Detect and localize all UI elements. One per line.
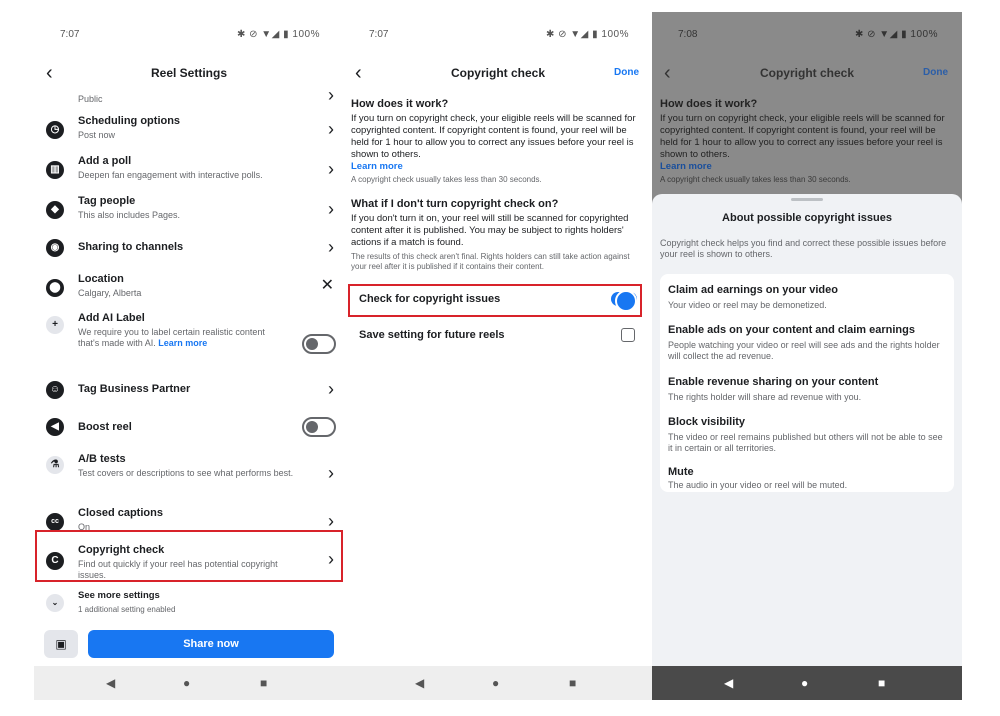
chevron-right-icon: › [328, 511, 334, 531]
settings-item-location[interactable] [34, 270, 344, 308]
settings-item-sub: Find out quickly if your reel has potential copyright issues. [78, 559, 278, 580]
issue-description: The video or reel remains published but others will not be able to see it in certain or all territories. [668, 432, 943, 453]
settings-item-label: Closed captions [78, 507, 163, 519]
settings-item-label: Tag Business Partner [78, 383, 191, 395]
learn-more-link[interactable]: Learn more [660, 161, 712, 172]
settings-item-label: Add a poll [78, 155, 132, 167]
settings-item-label: Copyright check [78, 544, 165, 556]
chevron-right-icon: › [328, 119, 334, 139]
settings-item-business-partner[interactable] [34, 376, 344, 404]
reel-settings-screen [34, 12, 344, 700]
settings-item-label: Tag people [78, 195, 136, 207]
done-button[interactable]: Done [923, 67, 948, 78]
nav-home-icon[interactable]: ● [492, 676, 500, 690]
android-nav-bar [343, 666, 653, 700]
settings-item-tag-people[interactable] [34, 192, 344, 230]
chevron-right-icon: › [328, 463, 334, 483]
sheet-description: Copyright check helps you find and correct these possible issues before your reel is shown to others. [660, 238, 947, 259]
megaphone-icon: ◀ [46, 418, 64, 436]
copyright-icon: C [46, 552, 64, 570]
settings-item-scheduling[interactable] [34, 112, 344, 150]
status-time: 7:08 [678, 29, 698, 40]
close-icon[interactable]: ✕ [320, 277, 334, 294]
handshake-icon: ☺ [46, 381, 64, 399]
page-title: Reel Settings [150, 66, 228, 80]
chevron-right-icon: › [328, 159, 334, 179]
issue-title: Mute [668, 466, 694, 478]
settings-item-sub: This also includes Pages. [78, 210, 181, 220]
see-more-sub: 1 additional setting enabled [78, 605, 176, 614]
section-text: If you don't turn it on, your reel will still be scanned for copyrighted content after it is published. You may be subject to rights holders' actions if a match is found. [351, 213, 629, 248]
status-bar [652, 24, 962, 44]
folder-button[interactable] [44, 630, 78, 658]
folder-icon: ▣ [55, 637, 67, 651]
page-title: Copyright check [759, 66, 855, 80]
android-nav-bar [652, 666, 962, 700]
check-copyright-option[interactable] [351, 284, 645, 314]
issue-title: Enable revenue sharing on your content [668, 376, 879, 388]
back-arrow-icon[interactable]: ‹ [46, 62, 53, 84]
plus-icon: + [46, 316, 64, 334]
header [34, 62, 344, 86]
copyright-check-screen [343, 12, 653, 700]
see-more-label: See more settings [78, 590, 160, 601]
settings-item-poll[interactable] [34, 152, 344, 190]
settings-item-label: A/B tests [78, 453, 126, 465]
ai-label-toggle[interactable] [302, 334, 336, 354]
back-arrow-icon[interactable]: ‹ [664, 62, 671, 84]
issue-description: Your video or reel may be demonetized. [668, 300, 827, 310]
share-bar [34, 628, 344, 662]
settings-item-label: Add AI Label [78, 312, 145, 324]
nav-back-icon[interactable]: ◀ [724, 676, 734, 690]
issue-description: People watching your video or reel will see ads and the rights holder will collect the ad revenue. [668, 340, 940, 361]
issue-description: The rights holder will share ad revenue with you. [668, 392, 862, 402]
status-time: 7:07 [369, 29, 389, 40]
section-note: The results of this check aren't final. Rights holders can still take action against your reel after it is published if it contains their content. [351, 252, 630, 271]
settings-item-channels[interactable] [34, 234, 344, 262]
section-heading: How does it work? [660, 98, 758, 110]
settings-item-ai-label[interactable] [34, 310, 344, 370]
section-heading: How does it work? [351, 98, 449, 110]
section-note: A copyright check usually takes less than 30 seconds. [660, 175, 851, 184]
channels-icon: ◉ [46, 239, 64, 257]
status-bar [34, 24, 344, 44]
status-bar [343, 24, 653, 44]
settings-item-label: Scheduling options [78, 115, 181, 127]
sheet-drag-handle[interactable] [791, 198, 823, 201]
see-more-settings[interactable] [34, 588, 344, 618]
copyright-issues-screen [652, 12, 962, 700]
status-icons: ✱ ⊘ ▼◢ ▮ 100% [236, 29, 320, 40]
done-button[interactable]: Done [614, 67, 639, 78]
section-heading: What if I don't turn copyright check on? [351, 198, 559, 210]
status-time: 7:07 [60, 29, 80, 40]
privacy-row[interactable] [34, 85, 344, 108]
issues-card [660, 274, 954, 492]
nav-recents-icon[interactable]: ■ [569, 676, 577, 690]
poll-icon: ▥ [46, 161, 64, 179]
settings-item-captions[interactable] [34, 504, 344, 542]
chevron-right-icon: › [328, 199, 334, 219]
chevron-right-icon: › [328, 237, 334, 257]
share-now-button[interactable]: Share now [88, 630, 334, 658]
boost-reel-toggle[interactable] [302, 417, 336, 437]
location-pin-icon: ⬤ [46, 279, 64, 297]
settings-item-label: Boost reel [78, 421, 132, 433]
copyright-check-toggle[interactable] [611, 292, 637, 306]
settings-item-sub: On [78, 522, 91, 532]
bottom-sheet [652, 194, 962, 666]
option-label: Save setting for future reels [359, 329, 505, 341]
issue-description: The audio in your video or reel will be muted. [668, 480, 848, 490]
status-icons: ✱ ⊘ ▼◢ ▮ 100% [854, 29, 938, 40]
nav-recents-icon[interactable]: ■ [878, 676, 886, 690]
settings-item-sub: Test covers or descriptions to see what performs best. [78, 468, 294, 478]
learn-more-link[interactable]: Learn more [351, 161, 403, 172]
nav-back-icon[interactable]: ◀ [106, 676, 116, 690]
nav-home-icon[interactable]: ● [183, 676, 191, 690]
issue-title: Claim ad earnings on your video [668, 284, 838, 296]
cc-icon: cc [46, 513, 64, 531]
header [652, 62, 962, 86]
nav-back-icon[interactable]: ◀ [415, 676, 425, 690]
save-setting-checkbox[interactable] [621, 328, 635, 342]
nav-recents-icon[interactable]: ■ [260, 676, 268, 690]
back-arrow-icon[interactable]: ‹ [355, 62, 362, 84]
section-note: A copyright check usually takes less than 30 seconds. [351, 175, 542, 184]
settings-item-label: Location [78, 273, 124, 285]
ai-label-description: We require you to label certain realistic content that's made with AI. [78, 327, 265, 348]
option-label: Check for copyright issues [359, 293, 501, 305]
header [343, 62, 653, 86]
save-setting-option[interactable] [351, 320, 645, 350]
learn-more-link[interactable]: Learn more [158, 338, 208, 348]
privacy-value: Public [78, 94, 103, 104]
status-icons: ✱ ⊘ ▼◢ ▮ 100% [545, 29, 629, 40]
clock-icon: ◷ [46, 121, 64, 139]
page-title: Copyright check [450, 66, 546, 80]
settings-item-sub: Deepen fan engagement with interactive polls. [78, 170, 263, 180]
chevron-right-icon: › [328, 379, 334, 399]
settings-item-copyright-check[interactable] [34, 542, 344, 582]
settings-item-ab-tests[interactable] [34, 450, 344, 498]
nav-home-icon[interactable]: ● [801, 676, 809, 690]
section-text: If you turn on copyright check, your eligible reels will be scanned for copyrighted content. If copyright content is found, your reel will be held for 1 hour to allow you to correct any issues before your reel is shown to others. [351, 113, 636, 160]
sheet-title: About possible copyright issues [722, 212, 892, 224]
tag-icon: ◆ [46, 201, 64, 219]
chevron-right-icon: › [328, 549, 334, 569]
issue-title: Enable ads on your content and claim earnings [668, 324, 915, 336]
settings-item-sub: Calgary, Alberta [78, 288, 142, 298]
section-text: If you turn on copyright check, your eligible reels will be scanned for copyrighted content. If copyright content is found, your reel will be held for 1 hour to allow you to correct any issues before your reel is shown to others. [660, 113, 945, 160]
settings-item-label: Sharing to channels [78, 241, 184, 253]
chevron-right-icon: › [328, 85, 334, 105]
settings-item-boost[interactable] [34, 412, 344, 442]
chevron-down-icon: ⌄ [46, 594, 64, 612]
issue-title: Block visibility [668, 416, 746, 428]
flask-icon: ⚗ [46, 456, 64, 474]
settings-item-sub [78, 327, 282, 349]
settings-item-sub: Post now [78, 130, 116, 140]
android-nav-bar [34, 666, 344, 700]
